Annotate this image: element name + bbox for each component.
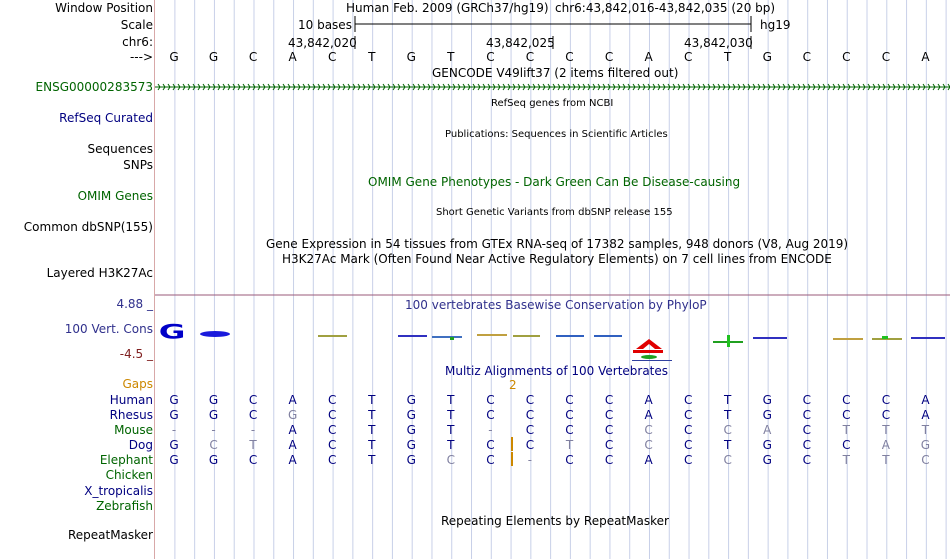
alignment-base: C — [644, 423, 653, 437]
alignment-base: A — [921, 408, 930, 422]
species-label-human[interactable]: Human — [109, 393, 153, 407]
alignment-base: T — [921, 423, 930, 437]
alignment-base: C — [565, 393, 574, 407]
species-label-mouse[interactable]: Mouse — [114, 423, 153, 437]
alignment-base: C — [604, 408, 614, 422]
alignment-base: T — [447, 423, 455, 437]
alignment-base: T — [447, 408, 455, 422]
position-tick-label: 43,842,030 — [684, 36, 753, 50]
alignment-base: C — [881, 408, 891, 422]
alignment-base: A — [288, 393, 297, 407]
alignment-base: C — [723, 453, 732, 467]
repeatmasker-track-title: Repeating Elements by RepeatMasker — [441, 514, 669, 528]
snps-label[interactable]: SNPs — [123, 158, 153, 172]
species-label-zebrafish[interactable]: Zebrafish — [96, 499, 153, 513]
svg-text:G: G — [158, 320, 186, 344]
omim-genes-label[interactable]: OMIM Genes — [77, 189, 153, 203]
window-position-label: Window Position — [55, 1, 153, 15]
reference-base: G — [208, 50, 219, 64]
alignment-base: G — [208, 408, 219, 422]
alignment-base: G — [169, 393, 179, 407]
sequences-label[interactable]: Sequences — [87, 142, 153, 156]
reference-base: C — [802, 50, 811, 64]
alignment-base: C — [327, 453, 337, 467]
alignment-base: C — [327, 438, 337, 452]
alignment-base: - — [171, 423, 177, 437]
alignment-base: T — [724, 393, 732, 407]
alignment-base: T — [447, 438, 455, 452]
alignment-base: T — [842, 423, 851, 437]
alignment-base: C — [842, 408, 851, 422]
alignment-base: C — [683, 408, 693, 422]
h3k27ac-track-title: H3K27Ac Mark (Often Found Near Active Regulatory Elements) on 7 cell lines from ENCODE — [282, 252, 832, 266]
omim-track-title: OMIM Gene Phenotypes - Dark Green Can Be Disease-causing — [368, 175, 741, 189]
alignment-base: C — [327, 393, 337, 407]
alignment-base: C — [921, 453, 930, 467]
alignment-base: C — [525, 423, 535, 437]
gaps-label: Gaps — [122, 377, 153, 391]
chrom-label: chr6: — [122, 35, 153, 49]
alignment-base: A — [644, 453, 653, 467]
alignment-base: C — [604, 453, 614, 467]
scale-label: Scale — [120, 18, 153, 32]
alignment-base: C — [209, 438, 218, 452]
reference-base: A — [288, 50, 297, 64]
alignment-base: C — [802, 408, 811, 422]
alignment-base: C — [486, 438, 495, 452]
alignment-base: G — [169, 408, 179, 422]
strand-arrow-label: ---> — [129, 50, 153, 64]
alignment-base: A — [921, 393, 930, 407]
alignment-base: C — [486, 393, 495, 407]
gencode-track-title: GENCODE V49lift37 (2 items filtered out) — [432, 66, 679, 80]
reference-base: T — [368, 50, 376, 64]
reference-base: C — [565, 50, 574, 64]
scale-db-label: hg19 — [760, 18, 791, 32]
alignment-base: - — [211, 423, 216, 437]
alignment-base: G — [406, 393, 416, 407]
position-tick-label: 43,842,025 — [486, 36, 555, 50]
alignment-base: A — [881, 438, 890, 452]
position-tick-label: 43,842,020 — [288, 36, 357, 50]
alignment-base: C — [525, 393, 535, 407]
alignment-base: C — [683, 423, 693, 437]
alignment-base: G — [169, 453, 179, 467]
alignment-base: C — [842, 438, 851, 452]
dbsnp-label[interactable]: Common dbSNP(155) — [23, 220, 153, 234]
alignment-base: G — [406, 453, 416, 467]
alignment-base: G — [406, 438, 416, 452]
window-position-range: chr6:43,842,016-43,842,035 (20 bp) — [555, 1, 776, 15]
alignment-base: C — [683, 453, 693, 467]
reference-base: T — [724, 50, 732, 64]
reference-base: C — [486, 50, 495, 64]
alignment-base: C — [565, 453, 574, 467]
refseq-curated-label[interactable]: RefSeq Curated — [59, 111, 153, 125]
reference-base: C — [842, 50, 851, 64]
alignment-base: C — [486, 453, 495, 467]
alignment-base: C — [802, 438, 811, 452]
cons-min-label: -4.5 _ — [119, 347, 153, 361]
alignment-base: T — [724, 408, 732, 422]
species-label-dog[interactable]: Dog — [128, 438, 153, 452]
alignment-base: G — [169, 438, 179, 452]
alignment-base: T — [368, 408, 376, 422]
alignment-base: G — [406, 408, 416, 422]
alignment-base: C — [683, 393, 693, 407]
alignment-base: T — [249, 438, 257, 452]
reference-base: A — [644, 50, 653, 64]
alignment-base: C — [486, 408, 495, 422]
alignment-base: G — [762, 408, 772, 422]
alignment-base: G — [287, 408, 298, 422]
alignment-base: C — [248, 393, 258, 407]
species-label-elephant[interactable]: Elephant — [99, 453, 153, 467]
repeatmasker-label[interactable]: RepeatMasker — [67, 528, 153, 542]
alignment-base: - — [250, 423, 256, 437]
alignment-base: C — [723, 423, 732, 437]
alignment-base: C — [248, 453, 258, 467]
alignment-base: A — [644, 393, 653, 407]
alignment-base: C — [565, 408, 574, 422]
publications-track-title: Publications: Sequences in Scientific Articles — [445, 129, 668, 140]
reference-base: T — [447, 50, 455, 64]
gtex-track-title: Gene Expression in 54 tissues from GTEx RNA-seq of 17382 samples, 948 donors (V8, Aug 2019) — [266, 237, 849, 251]
alignment-base: G — [920, 438, 931, 452]
alignment-base: T — [368, 423, 376, 437]
alignment-base: C — [802, 393, 811, 407]
alignment-base: C — [446, 453, 456, 467]
alignment-base: C — [802, 423, 811, 437]
reference-base: C — [248, 50, 258, 64]
alignment-base: C — [327, 408, 337, 422]
alignment-base: T — [882, 423, 890, 437]
alignment-base: C — [604, 438, 614, 452]
dbsnp-track-title: Short Genetic Variants from dbSNP release 155 — [436, 207, 673, 218]
alignment-base: T — [724, 438, 732, 452]
gencode-gene-label[interactable]: ENSG00000283573 — [35, 80, 153, 94]
alignment-base: C — [604, 423, 614, 437]
species-label-xtropicalis[interactable]: X_tropicalis — [84, 484, 153, 498]
track-divider — [155, 294, 950, 296]
alignment-base: T — [565, 438, 574, 452]
assembly-title: Human Feb. 2009 (GRCh37/hg19) — [346, 1, 549, 15]
reference-base: C — [683, 50, 693, 64]
alignment-base: T — [882, 453, 890, 467]
alignment-base: C — [248, 408, 258, 422]
alignment-base: T — [368, 453, 376, 467]
alignment-base: C — [327, 423, 337, 437]
reference-base: C — [881, 50, 891, 64]
alignment-base: G — [762, 393, 772, 407]
alignment-base: T — [368, 438, 376, 452]
alignment-base: A — [288, 423, 297, 437]
reference-base: G — [169, 50, 179, 64]
insertion-markers — [0, 436, 950, 468]
reference-base: C — [604, 50, 614, 64]
alignment-base: C — [525, 438, 535, 452]
species-label-chicken[interactable]: Chicken — [105, 468, 153, 482]
cons-track-label[interactable]: 100 Vert. Cons — [64, 322, 153, 336]
alignment-base: T — [842, 453, 851, 467]
alignment-base: - — [488, 423, 493, 437]
reference-base: C — [525, 50, 535, 64]
phylop-logo-graph — [0, 315, 950, 365]
multiz-track-title: Multiz Alignments of 100 Vertebrates — [445, 364, 669, 378]
alignment-base: C — [644, 438, 653, 452]
scale-bar-text: 10 bases — [298, 18, 352, 32]
alignment-base: C — [565, 423, 574, 437]
reference-base: C — [327, 50, 337, 64]
refseq-track-title: RefSeq genes from NCBI — [491, 98, 614, 109]
alignment-base: G — [762, 453, 772, 467]
alignment-base: A — [763, 423, 772, 437]
species-label-rhesus[interactable]: Rhesus — [109, 408, 153, 422]
gap-count-label: 2 — [509, 378, 517, 392]
alignment-base: - — [527, 453, 533, 467]
alignment-base: T — [447, 393, 455, 407]
alignment-base: A — [288, 438, 297, 452]
alignment-base: G — [762, 438, 772, 452]
alignment-base: C — [604, 393, 614, 407]
alignment-base: G — [406, 423, 416, 437]
reference-base: G — [406, 50, 416, 64]
cons-max-label: 4.88 _ — [116, 297, 153, 311]
phylop-track-title: 100 vertebrates Basewise Conservation by PhyloP — [405, 298, 707, 312]
alignment-base: A — [288, 453, 297, 467]
reference-base: G — [762, 50, 772, 64]
alignment-base: G — [208, 453, 219, 467]
alignment-base: C — [881, 393, 891, 407]
alignment-base: C — [683, 438, 693, 452]
gencode-gene-feature[interactable] — [155, 82, 950, 92]
alignment-base: C — [842, 393, 851, 407]
h3k27ac-label[interactable]: Layered H3K27Ac — [46, 266, 153, 280]
alignment-base: T — [368, 393, 376, 407]
alignment-base: G — [208, 393, 219, 407]
alignment-base: C — [525, 408, 535, 422]
alignment-base: C — [802, 453, 811, 467]
reference-base: A — [921, 50, 930, 64]
alignment-base: A — [644, 408, 653, 422]
